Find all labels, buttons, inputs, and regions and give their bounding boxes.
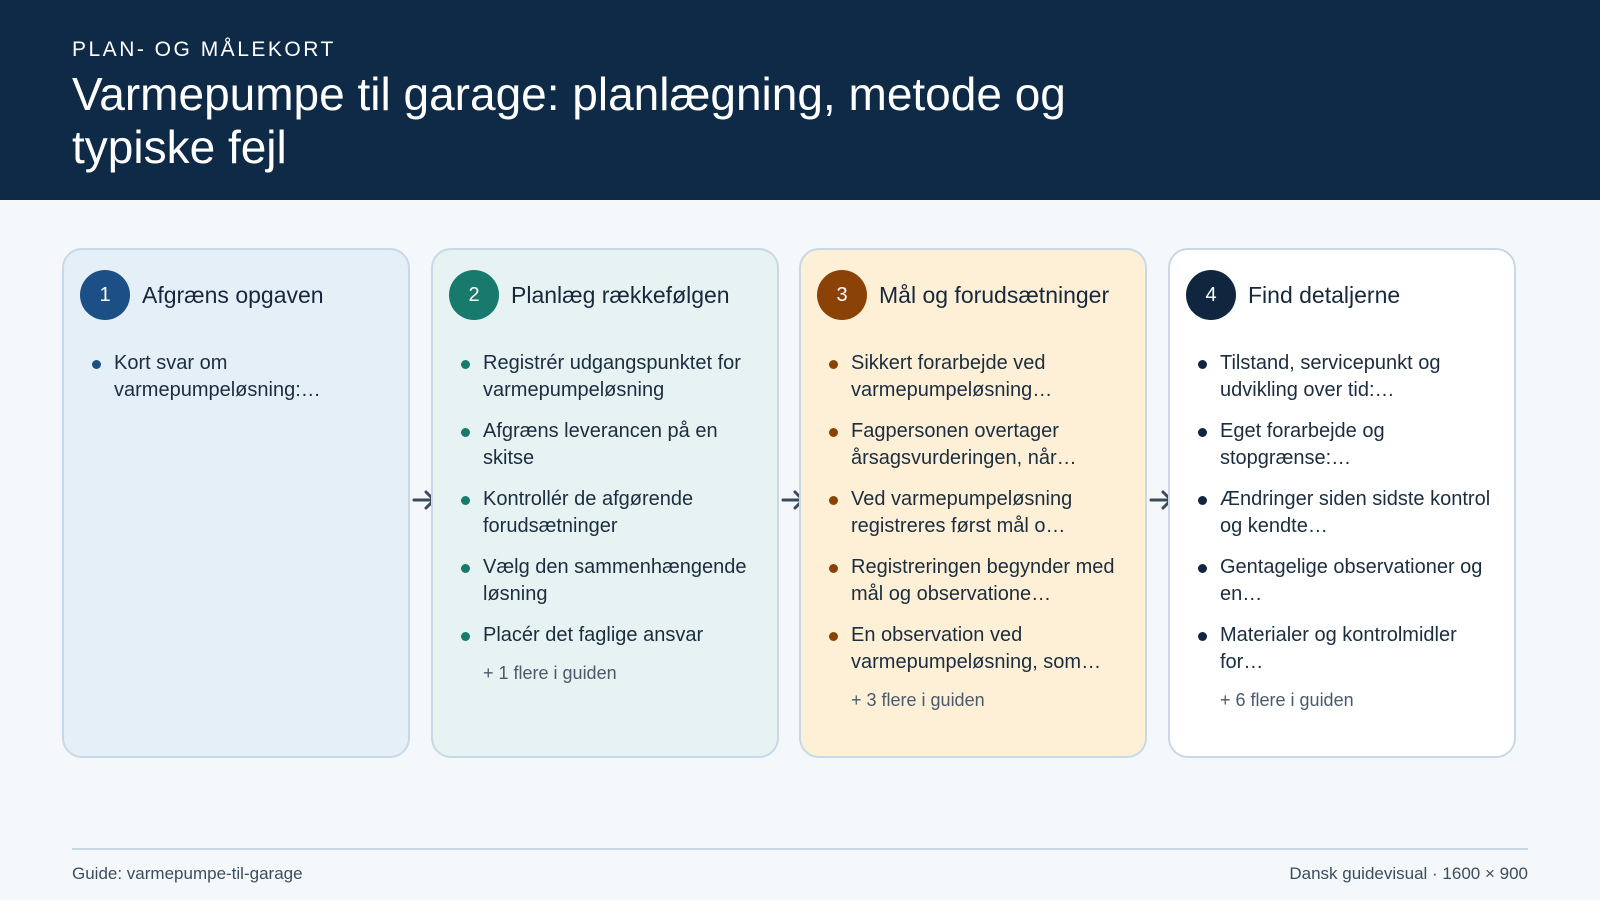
page-title: Varmepumpe til garage: planlægning, metode og typiske fejl xyxy=(72,68,1066,173)
list-item xyxy=(1186,418,1504,472)
bullet-dot-icon xyxy=(1198,496,1207,505)
step-header xyxy=(1186,270,1496,320)
step-card-2 xyxy=(431,248,779,758)
list-item-text: Materialer og kontrolmidler for… xyxy=(1220,624,1457,673)
step-card-1 xyxy=(62,248,410,758)
step-title: Afgræns opgaven xyxy=(142,281,324,308)
bullet-dot-icon xyxy=(1198,564,1207,573)
step-item-list xyxy=(817,350,1127,676)
bullet-dot-icon xyxy=(1198,632,1207,641)
list-item xyxy=(449,622,767,649)
list-item-text: Sikkert forarbejde ved varmepumpeløsning… xyxy=(851,352,1053,401)
list-item-text: Placér det faglige ansvar xyxy=(483,624,704,646)
list-item-text: Eget forarbejde og stopgrænse:… xyxy=(1220,420,1385,469)
footer-meta-label: Dansk guidevisual · 1600 × 900 xyxy=(1289,864,1528,883)
list-item-text: Ændringer siden sidste kontrol og kendte… xyxy=(1220,488,1491,537)
list-item xyxy=(1186,350,1504,404)
list-item-text: Registreringen begynder med mål og observatione… xyxy=(851,556,1115,605)
list-item-text: Gentagelige observationer og en… xyxy=(1220,556,1483,605)
bullet-dot-icon xyxy=(461,428,470,437)
bullet-dot-icon xyxy=(829,632,838,641)
step-card-3 xyxy=(799,248,1147,758)
step-number-badge: 3 xyxy=(817,270,867,320)
eyebrow-label: PLAN- OG MÅLEKORT xyxy=(72,38,336,61)
step-item-list xyxy=(1186,350,1496,676)
step-title: Planlæg rækkefølgen xyxy=(511,281,730,308)
bullet-dot-icon xyxy=(461,496,470,505)
step-number-badge: 1 xyxy=(80,270,130,320)
bullet-dot-icon xyxy=(92,360,101,369)
bullet-dot-icon xyxy=(1198,360,1207,369)
bullet-dot-icon xyxy=(461,632,470,641)
list-item-text: En observation ved varmepumpeløsning, som… xyxy=(851,624,1102,673)
list-item xyxy=(817,350,1135,404)
header-banner xyxy=(0,0,1600,200)
list-item xyxy=(817,554,1135,608)
step-header xyxy=(80,270,390,320)
list-item-text: Kort svar om varmepumpeløsning:… xyxy=(114,352,321,401)
list-item-text: Kontrollér de afgørende forudsætninger xyxy=(483,488,694,537)
step-title: Find detaljerne xyxy=(1248,281,1401,308)
list-item xyxy=(1186,622,1504,676)
bullet-dot-icon xyxy=(829,496,838,505)
list-item xyxy=(817,622,1135,676)
bullet-dot-icon xyxy=(461,564,470,573)
bullet-dot-icon xyxy=(461,360,470,369)
bullet-dot-icon xyxy=(1198,428,1207,437)
list-item xyxy=(817,486,1135,540)
step-board xyxy=(62,248,1538,758)
step-number-badge: 2 xyxy=(449,270,499,320)
step-card-4 xyxy=(1168,248,1516,758)
footer-guide-label: Guide: varmepumpe-til-garage xyxy=(72,864,303,883)
list-item-text: Fagpersonen overtager årsagsvurderingen, når… xyxy=(851,420,1077,469)
list-item xyxy=(1186,554,1504,608)
list-item-text: Afgræns leverancen på en skitse xyxy=(483,420,718,469)
list-item-text: Ved varmepumpeløsning registreres først mål o… xyxy=(851,488,1073,537)
bullet-dot-icon xyxy=(829,564,838,573)
list-item xyxy=(449,486,767,540)
list-item xyxy=(1186,486,1504,540)
more-in-guide-link[interactable]: + 6 flere i guiden xyxy=(1220,690,1354,710)
list-item-text: Tilstand, servicepunkt og udvikling over tid:… xyxy=(1220,352,1441,401)
step-header xyxy=(449,270,759,320)
bullet-dot-icon xyxy=(829,360,838,369)
list-item xyxy=(817,418,1135,472)
step-item-list xyxy=(80,350,390,404)
footer-divider xyxy=(72,848,1528,850)
list-item-text: Vælg den sammenhængende løsning xyxy=(483,556,747,605)
more-in-guide-link[interactable]: + 1 flere i guiden xyxy=(483,663,617,683)
bullet-dot-icon xyxy=(829,428,838,437)
list-item xyxy=(449,554,767,608)
step-header xyxy=(817,270,1127,320)
list-item-text: Registrér udgangspunktet for varmepumpeløsning xyxy=(483,352,741,401)
list-item xyxy=(449,418,767,472)
step-number-badge: 4 xyxy=(1186,270,1236,320)
step-item-list xyxy=(449,350,759,649)
more-in-guide-link[interactable]: + 3 flere i guiden xyxy=(851,690,985,710)
step-title: Mål og forudsætninger xyxy=(879,281,1110,308)
list-item xyxy=(80,350,398,404)
list-item xyxy=(449,350,767,404)
